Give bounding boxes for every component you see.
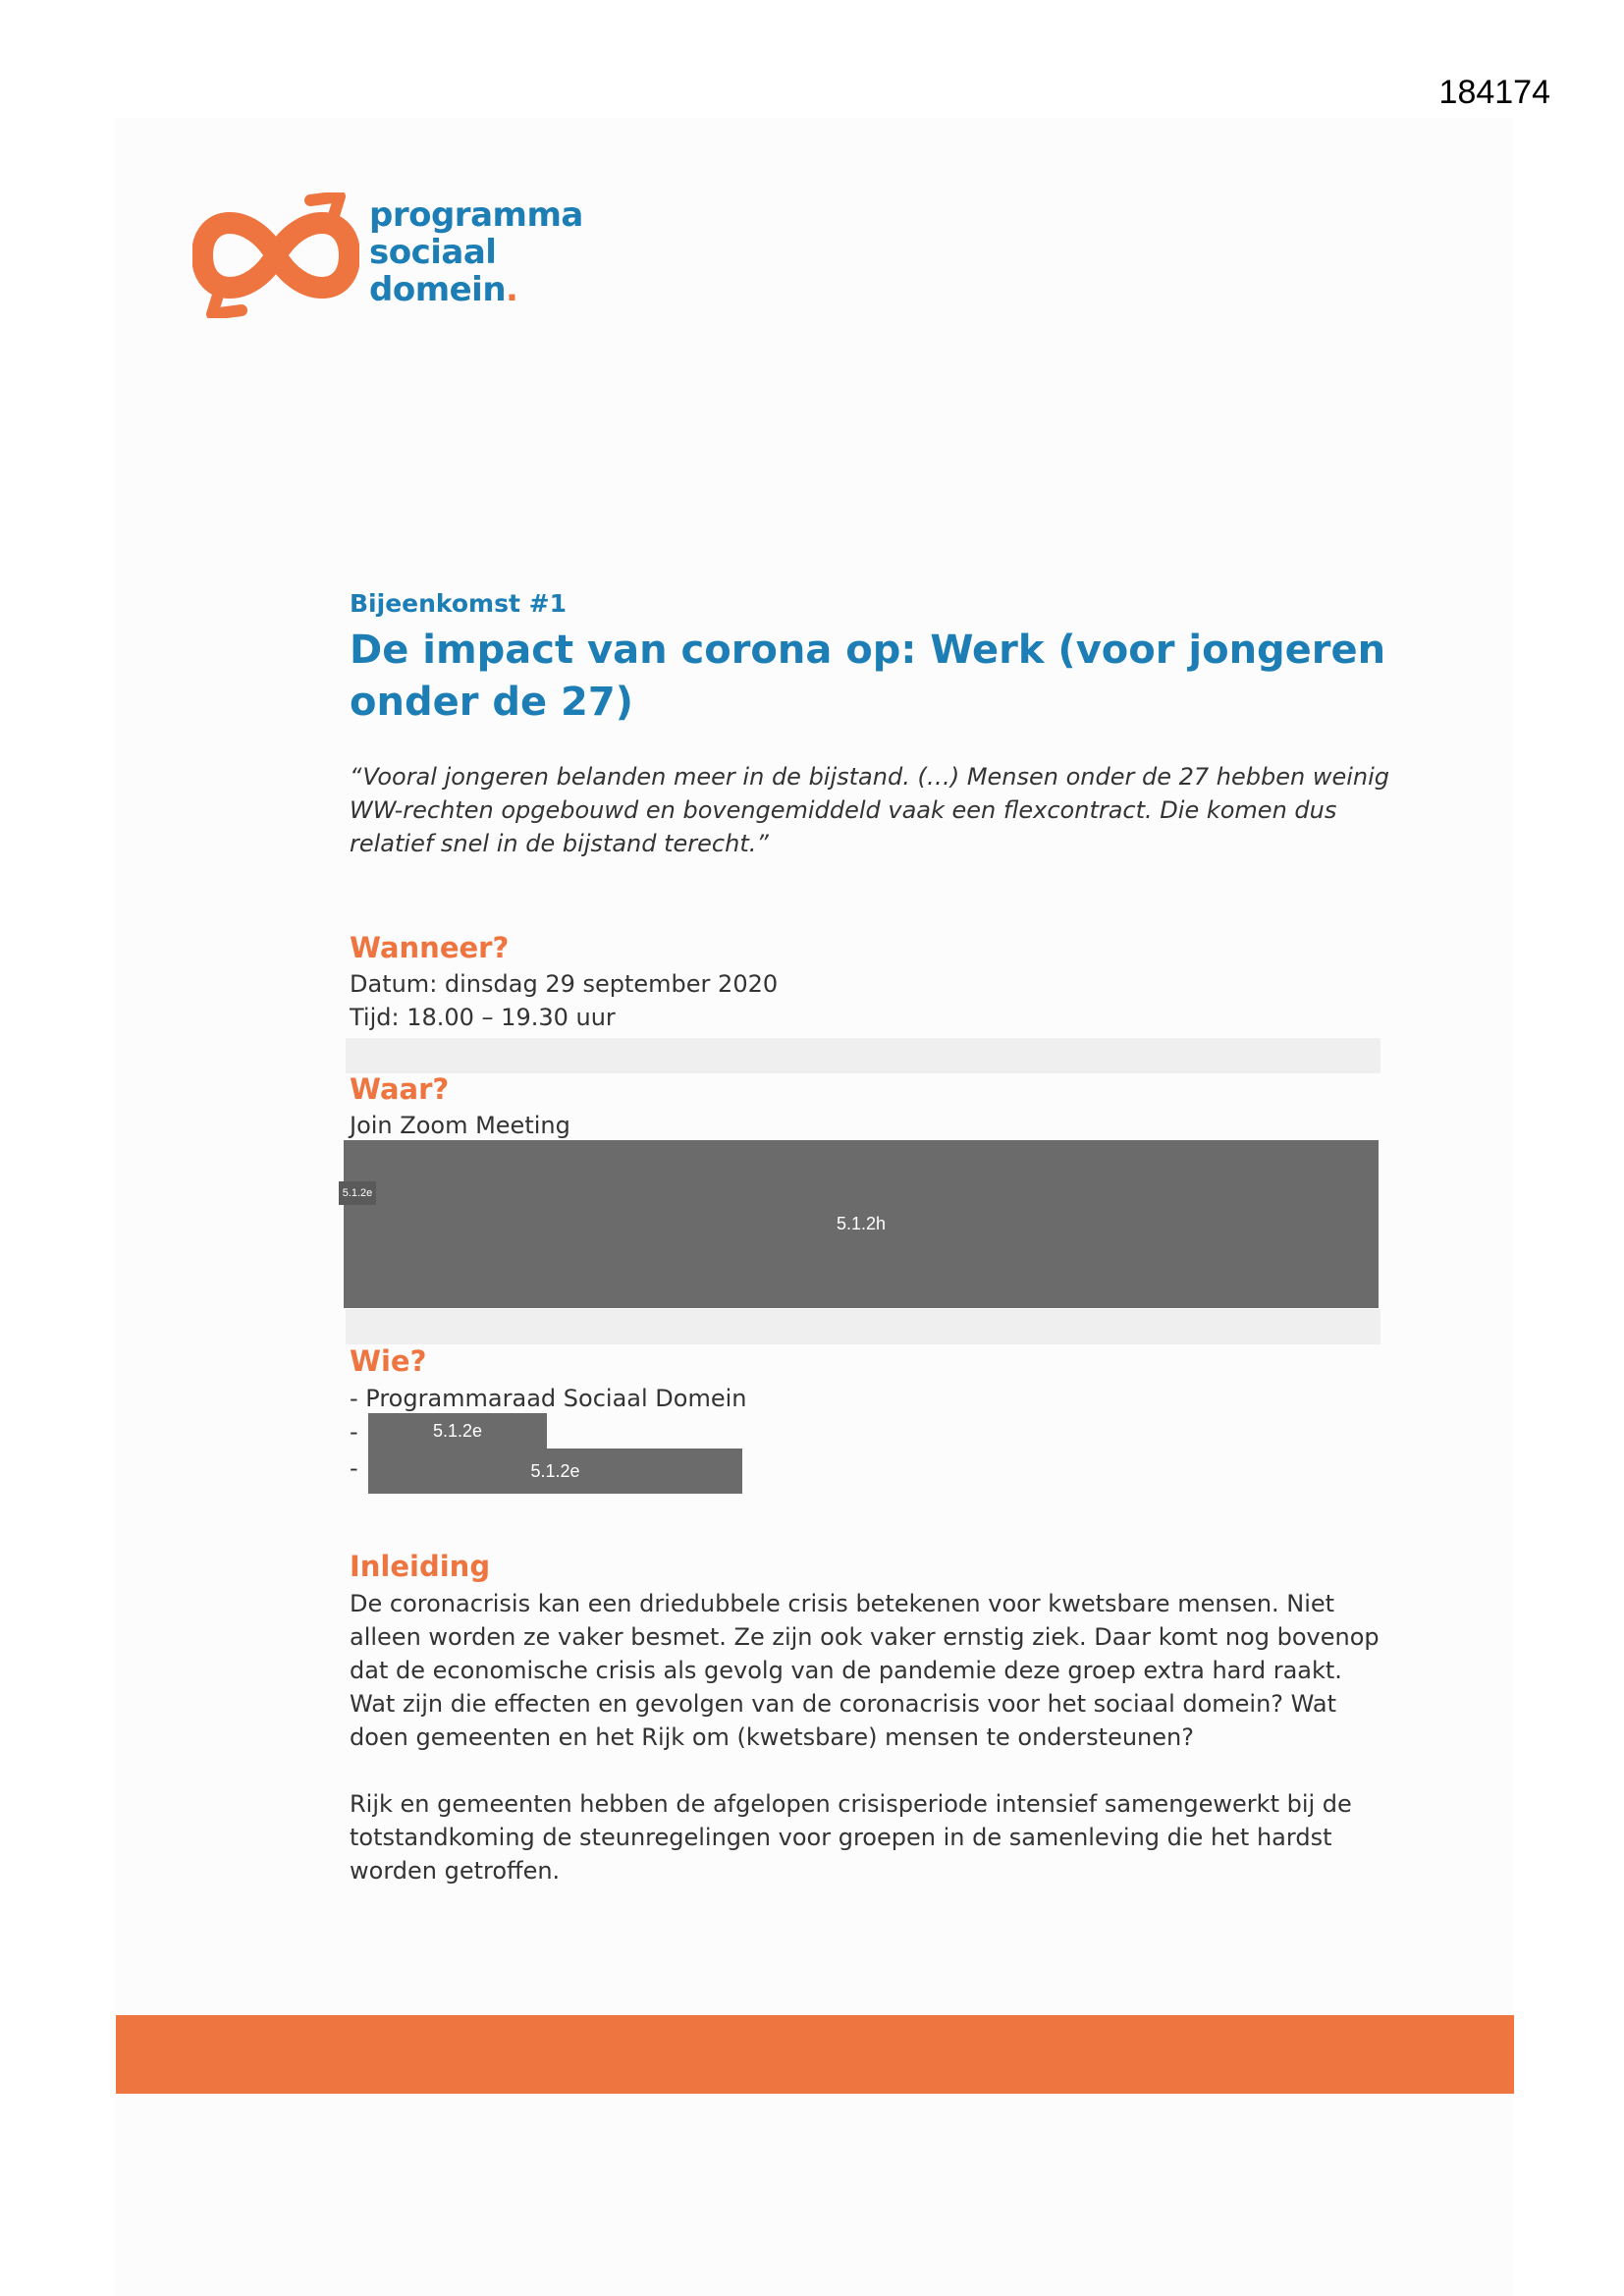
redaction-block-who-1 (368, 1413, 547, 1449)
logo (192, 192, 605, 320)
who-heading: Wie? (350, 1344, 427, 1378)
when-heading: Wanneer? (350, 931, 510, 964)
redaction-code-who-2: 5.1.2e (530, 1460, 580, 1481)
footer-bar (116, 2015, 1514, 2094)
redaction-code-small: 5.1.2e (342, 1187, 373, 1199)
redaction-block-main (344, 1140, 1379, 1308)
shaded-band (346, 1309, 1380, 1344)
redaction-block-small (339, 1181, 376, 1205)
when-time: Tijd: 18.00 – 19.30 uur (350, 1004, 616, 1031)
logo-line-2: sociaal (369, 233, 497, 272)
intro-paragraph-1: De coronacrisis kan een driedubbele crisis betekenen voor kwetsbare mensen. Niet alleen worden ze vaker besmet. Ze zijn ook vaker ernstig ziek. Daar komt nog bovenop dat de economische crisis als gevolg van de pandemie deze groep extra hard raakt. Wat zijn die effecten en gevolgen van de coronacrisis voor het sociaal domein? Wat doen gemeenten en het Rijk om (kwetsbare) mensen te ondersteunen? (350, 1590, 1380, 1751)
logo-wordmark (369, 196, 583, 308)
redaction-block-who-2 (368, 1449, 742, 1494)
logo-line-3: domein (369, 270, 507, 309)
when-date: Datum: dinsdag 29 september 2020 (350, 970, 779, 998)
where-heading: Waar? (350, 1072, 450, 1106)
infinity-arrows-icon (192, 192, 359, 318)
where-line: Join Zoom Meeting (350, 1112, 570, 1139)
logo-dot: . (506, 270, 518, 309)
page-title: De impact van corona op: Werk (voor jongeren onder de 27) (350, 628, 1386, 725)
meeting-kicker: Bijeenkomst #1 (350, 589, 567, 618)
intro-heading: Inleiding (350, 1550, 491, 1583)
intro-paragraph-2: Rijk en gemeenten hebben de afgelopen crisisperiode intensief samengewerkt bij de totstandkoming de steunregelingen voor groepen in de samenleving die het hardst worden getroffen. (350, 1790, 1352, 1885)
shaded-band (346, 1038, 1380, 1073)
who-item-1: - Programmaraad Sociaal Domein (350, 1385, 747, 1412)
who-dash-3: - (350, 1454, 358, 1482)
who-dash-2: - (350, 1418, 358, 1446)
logo-line-1: programma (369, 195, 583, 235)
intro-quote: “Vooral jongeren belanden meer in de bijstand. (…) Mensen onder de 27 hebben weinig WW-rechten opgebouwd en bovengemiddeld vaak een flexcontract. Die komen dus relatief snel in de bijstand terecht.” (350, 763, 1390, 857)
redaction-code-main: 5.1.2h (836, 1214, 887, 1233)
document-id: 184174 (1438, 74, 1550, 111)
redaction-code-who-1: 5.1.2e (432, 1420, 483, 1441)
